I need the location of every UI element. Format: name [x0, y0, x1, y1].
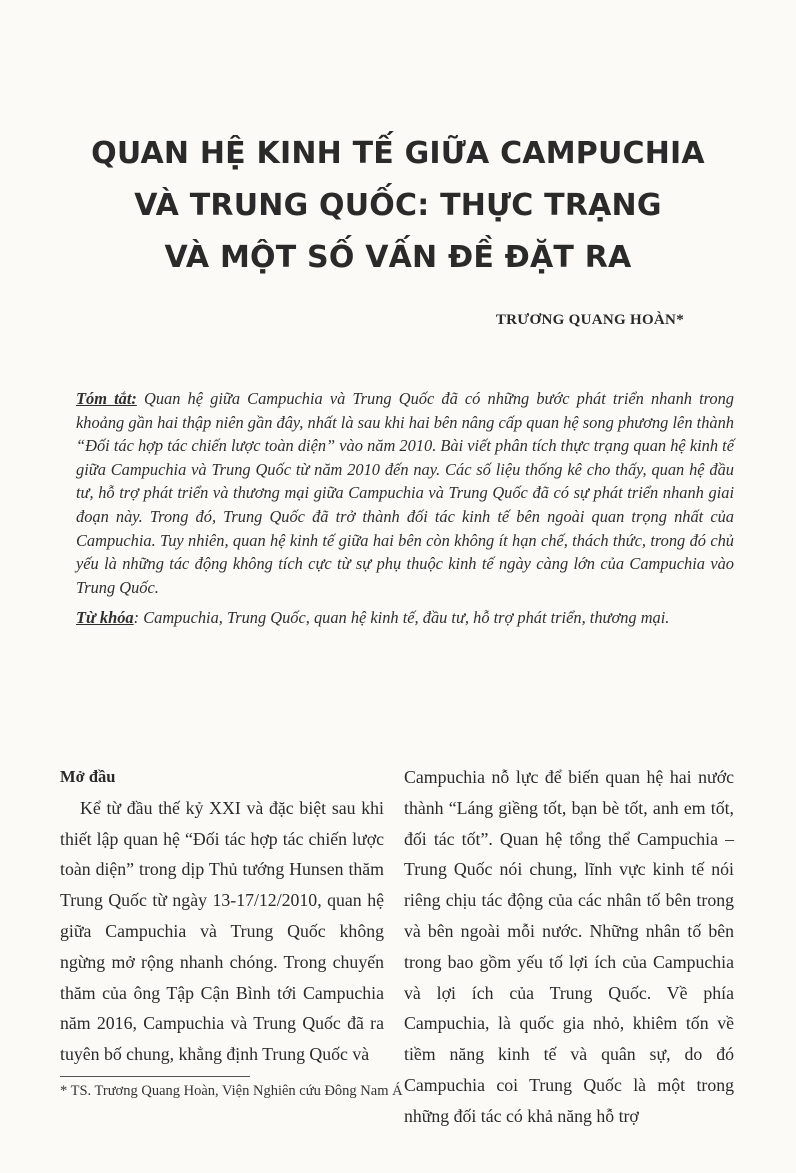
right-column-text: Campuchia nỗ lực để biến quan hệ hai nước thành “Láng giềng tốt, bạn bè tốt, anh em tốt, đối tác tốt”. Quan hệ tổng thể Campuchia – Trung Quốc nói chung, lĩnh vực kinh tế nói riêng chịu tác động của các nhân tố bên trong và bên ngoài mỗi nước. Những nhân tố bên trong bao gồm yếu tố lợi ích của Campuchia và lợi ích của Trung Quốc. Về phía Campuchia, là quốc gia nhỏ, khiêm tốn về tiềm năng kinh tế và quân sự, do đó Campuchia coi Trung Quốc là một trong những đối tác có khả năng hỗ trợ — [404, 767, 734, 1126]
body-left-column — [60, 762, 384, 1070]
footnote-divider — [60, 1076, 250, 1077]
left-column-text: Kể từ đầu thế kỷ XXI và đặc biệt sau khi thiết lập quan hệ “Đối tác hợp tác chiến lược toàn diện” trong dịp Thủ tướng Hunsen thăm Trung Quốc từ ngày 13-17/12/2010, quan hệ giữa Campuchia và Trung Quốc không ngừng mở rộng nhanh chóng. Trong chuyến thăm của ông Tập Cận Bình tới Campuchia năm 2016, Campuchia và Trung Quốc đã ra tuyên bố chung, khẳng định Trung Quốc và — [60, 797, 384, 1065]
footnote: * TS. Trương Quang Hoàn, Viện Nghiên cứu Đông Nam Á — [60, 1083, 403, 1099]
abstract-label: Tóm tắt: — [76, 389, 137, 408]
keywords-text: Campuchia, Trung Quốc, quan hệ kinh tế, đầu tư, hỗ trợ phát triển, thương mại. — [143, 608, 670, 628]
keywords-paragraph — [76, 606, 734, 630]
title-line-2: VÀ TRUNG QUỐC: THỰC TRẠNG — [134, 188, 662, 223]
title-line-1: QUAN HỆ KINH TẾ GIỮA CAMPUCHIA — [91, 136, 705, 171]
abstract-block — [76, 387, 734, 630]
abstract-paragraph — [76, 387, 734, 599]
author-name: TRƯƠNG QUANG HOÀN* — [495, 312, 684, 328]
body-right-column — [404, 762, 734, 1132]
title-line-3: VÀ MỘT SỐ VẤN ĐỀ ĐẶT RA — [164, 240, 632, 275]
section-heading: Mở đầu — [60, 767, 116, 786]
abstract-text: Quan hệ giữa Campuchia và Trung Quốc đã có những bước phát triển nhanh trong khoảng gần hai thập niên gần đây, nhất là sau khi hai bên nâng cấp quan hệ song phương lên thành “Đối tác hợp tác chiến lược toàn diện” vào năm 2010. Bài viết phân tích thực trạng quan hệ kinh tế giữa Campuchia và Trung Quốc từ năm 2010 đến nay. Các số liệu thống kê cho thấy, quan hệ đầu tư, hỗ trợ phát triển và thương mại giữa Campuchia và Trung Quốc đã có sự phát triển nhanh giai đoạn này. Trong đó, Trung Quốc đã trở thành đối tác kinh tế bên ngoài quan trọng nhất của Campuchia. Tuy nhiên, quan hệ kinh tế giữa hai bên còn không ít hạn chế, thách thức, trong đó chủ yếu là những tác động không tích cực từ sự phụ thuộc kinh tế ngày càng lớn của Campuchia vào Trung Quốc. — [76, 389, 734, 597]
keywords-label: Từ khóa — [76, 608, 134, 628]
article-title — [60, 128, 736, 284]
keywords-colon: : — [133, 608, 140, 628]
